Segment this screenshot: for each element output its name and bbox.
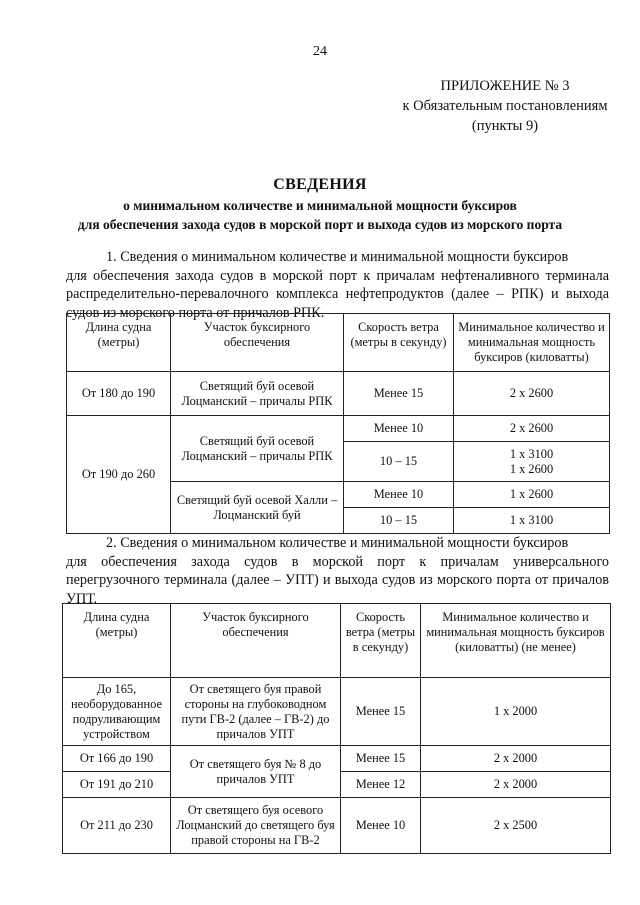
- cell-wind: Менее 10: [344, 416, 454, 442]
- cell-length: До 165, необорудованное подруливающим устройством: [63, 678, 171, 746]
- cell-tugs: 1 х 2000: [421, 678, 611, 746]
- section-1-intro-rest: для обеспечения захода судов в морской порт к причалам нефтеналивного терминала распределительно-перевалочного комплекса нефтепродуктов (далее – РПК) и выхода судов из морского порта от причалов РПК.: [66, 267, 609, 321]
- page-number: 24: [313, 44, 327, 59]
- cell-area: Светящий буй осевой Лоцманский – причалы РПК: [171, 372, 344, 416]
- table-1: [66, 313, 610, 534]
- appendix-line-1: ПРИЛОЖЕНИЕ № 3: [440, 78, 570, 94]
- header-wind: Скорость ветра (метры в секунду): [341, 604, 421, 678]
- cell-wind: Менее 10: [344, 482, 454, 508]
- header-tugs: Минимальное количество и минимальная мощность буксиров (киловатты): [454, 314, 610, 372]
- cell-tugs: 1 х 3100: [454, 508, 610, 534]
- cell-length: От 211 до 230: [63, 798, 171, 854]
- cell-tugs-line-2: 1 х 2600: [509, 461, 554, 476]
- cell-tugs: 1 х 2600: [454, 482, 610, 508]
- cell-wind: Менее 10: [341, 798, 421, 854]
- header-wind: Скорость ветра (метры в секунду): [344, 314, 454, 372]
- header-length: Длина судна (метры): [67, 314, 171, 372]
- header-area: Участок буксирного обеспечения: [171, 604, 341, 678]
- cell-wind: Менее 12: [341, 772, 421, 798]
- section-2-intro-rest: для обеспечения захода судов в морской порт к причалам универсального перегрузочного терминала (далее – УПТ) и выхода судов из морского порта от причалов УПТ.: [66, 553, 609, 607]
- header-length: Длина судна (метры): [63, 604, 171, 678]
- appendix-line-3: (пункты 9): [471, 118, 539, 134]
- header-tugs: Минимальное количество и минимальная мощность буксиров (киловатты) (не менее): [421, 604, 611, 678]
- table-row: [63, 798, 611, 854]
- table-row: [67, 372, 610, 416]
- cell-length: От 191 до 210: [63, 772, 171, 798]
- section-2-intro: [66, 534, 609, 608]
- document-subtitle: [0, 196, 640, 234]
- cell-wind: Менее 15: [344, 372, 454, 416]
- section-2-intro-first-line: 2. Сведения о минимальном количестве и минимальной мощности буксиров: [106, 535, 569, 551]
- table-row: [63, 678, 611, 746]
- cell-area: От светящего буя правой стороны на глубоководном пути ГВ-2 (далее – ГВ-2) до причалов УПТ: [171, 678, 341, 746]
- header-area: Участок буксирного обеспечения: [171, 314, 344, 372]
- cell-length: От 166 до 190: [63, 746, 171, 772]
- cell-tugs: 2 х 2000: [421, 772, 611, 798]
- cell-area: От светящего буя осевого Лоцманский до светящего буя правой стороны на ГВ-2: [171, 798, 341, 854]
- document-title: СВЕДЕНИЯ: [273, 176, 367, 193]
- cell-area: Светящий буй осевой Лоцманский – причалы РПК: [171, 416, 344, 482]
- cell-tugs: 2 х 2600: [454, 416, 610, 442]
- subtitle-line-1: о минимальном количестве и минимальной мощности буксиров: [123, 198, 517, 213]
- cell-wind: Менее 15: [341, 746, 421, 772]
- cell-tugs: [454, 442, 610, 482]
- cell-tugs: 2 х 2000: [421, 746, 611, 772]
- subtitle-line-2: для обеспечения захода судов в морской порт и выхода судов из морского порта: [77, 217, 563, 232]
- table-2-header-row: [63, 604, 611, 678]
- cell-length: От 190 до 260: [67, 416, 171, 534]
- section-1-intro-first-line: 1. Сведения о минимальном количестве и минимальной мощности буксиров: [106, 249, 569, 265]
- table-row: [67, 416, 610, 442]
- cell-wind: 10 – 15: [344, 442, 454, 482]
- cell-area: Светящий буй осевой Халли – Лоцманский буй: [171, 482, 344, 534]
- table-2: [62, 603, 611, 854]
- appendix-line-2: к Обязательным постановлениям: [402, 98, 608, 114]
- table-row: [63, 746, 611, 772]
- cell-wind: 10 – 15: [344, 508, 454, 534]
- cell-tugs: 2 х 2600: [454, 372, 610, 416]
- cell-area: От светящего буя № 8 до причалов УПТ: [171, 746, 341, 798]
- cell-length: От 180 до 190: [67, 372, 171, 416]
- cell-tugs: 2 х 2500: [421, 798, 611, 854]
- cell-tugs-line-1: 1 х 3100: [509, 446, 554, 461]
- section-1-intro: [66, 248, 609, 322]
- cell-wind: Менее 15: [341, 678, 421, 746]
- table-1-header-row: [67, 314, 610, 372]
